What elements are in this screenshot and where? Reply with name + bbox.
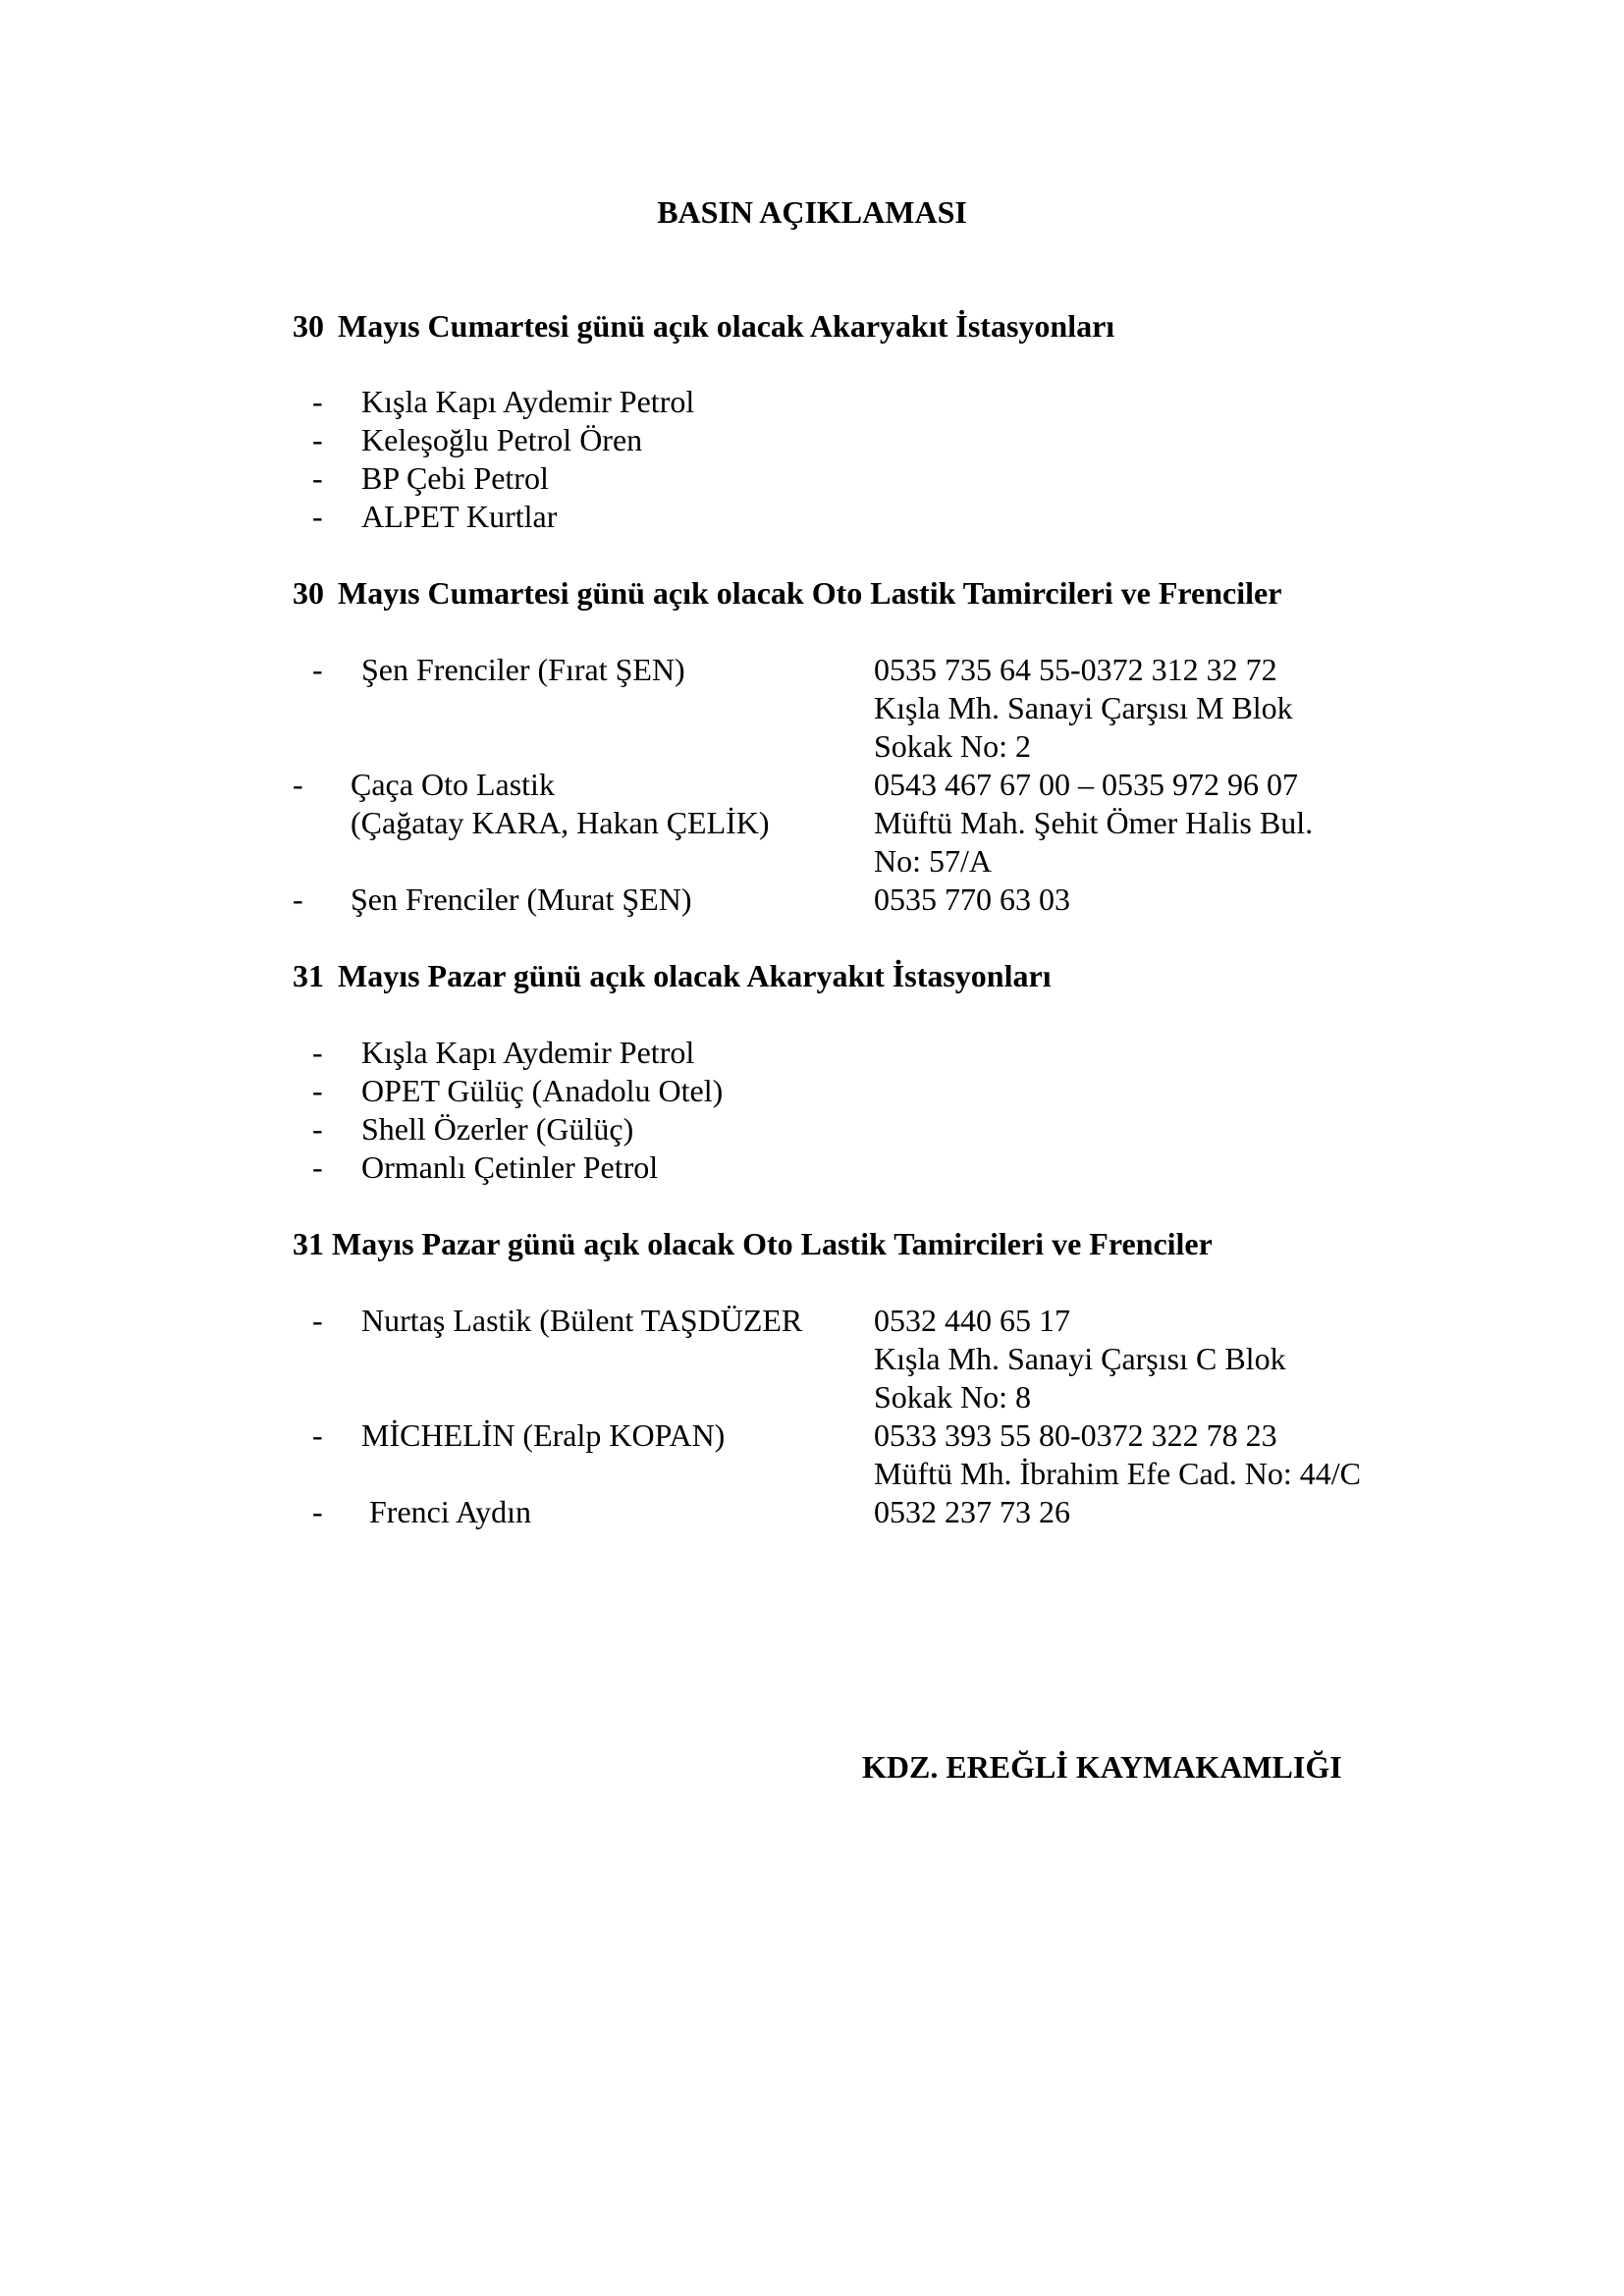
section-heading-saturday-fuel [293, 306, 1114, 346]
table-row [0, 841, 1624, 881]
shop-phone: 0533 393 55 80-0372 322 78 23 [874, 1417, 1277, 1453]
list-item [0, 382, 1624, 421]
station-name: OPET Gülüç (Anadolu Otel) [361, 1073, 724, 1108]
shop-address: Sokak No: 8 [874, 1379, 1031, 1415]
list-item [0, 1109, 1624, 1148]
table-row [0, 1301, 1624, 1340]
station-name: Ormanlı Çetinler Petrol [361, 1149, 659, 1185]
section-date-number: 30 [293, 308, 324, 344]
section-heading-text: Mayıs Pazar günü açık olacak Akaryakıt İstasyonları [338, 958, 1052, 993]
shop-phone: 0532 440 65 17 [874, 1303, 1070, 1338]
list-dash: - [312, 460, 323, 496]
list-dash: - [312, 652, 323, 687]
section-heading-sunday-tire: 31 Mayıs Pazar günü açık olacak Oto Lastik Tamircileri ve Frenciler [293, 1226, 1213, 1261]
table-row [0, 688, 1624, 727]
list-dash: - [312, 1303, 323, 1338]
shop-name: Frenci Aydın [369, 1494, 532, 1529]
shop-name: Şen Frenciler (Murat ŞEN) [351, 881, 692, 917]
list-dash: - [312, 384, 323, 419]
shop-name: Çaça Oto Lastik [351, 767, 555, 802]
list-dash: - [312, 1111, 323, 1147]
table-row [0, 1339, 1624, 1378]
list-dash: - [312, 1494, 323, 1529]
shop-phone: 0532 237 73 26 [874, 1494, 1070, 1529]
list-dash: - [293, 767, 303, 802]
station-name: Kışla Kapı Aydemir Petrol [361, 384, 695, 419]
shop-name: Nurtaş Lastik (Bülent TAŞDÜZER [361, 1303, 803, 1338]
shop-address: Müftü Mh. İbrahim Efe Cad. No: 44/C [874, 1456, 1361, 1491]
shop-phone: 0543 467 67 00 – 0535 972 96 07 [874, 767, 1298, 802]
document-title: BASIN AÇIKLAMASI [657, 194, 967, 230]
section-date-number: 30 [293, 575, 324, 611]
table-row [0, 880, 1624, 919]
list-item [0, 420, 1624, 459]
shop-address: No: 57/A [874, 843, 992, 879]
section-heading-saturday-tire [293, 573, 1281, 613]
list-item [0, 1071, 1624, 1110]
section-heading-text: Mayıs Cumartesi günü açık olacak Oto Lastik Tamircileri ve Frenciler [338, 575, 1282, 611]
list-dash: - [312, 1073, 323, 1108]
station-name: BP Çebi Petrol [361, 460, 549, 496]
list-item [0, 1033, 1624, 1072]
list-dash: - [312, 1417, 323, 1453]
table-row [0, 1492, 1624, 1531]
shop-address: Kışla Mh. Sanayi Çarşısı C Blok [874, 1341, 1286, 1376]
signature-authority: KDZ. EREĞLİ KAYMAKAMLIĞI [862, 1749, 1342, 1785]
table-row [0, 765, 1624, 804]
station-name: Kışla Kapı Aydemir Petrol [361, 1035, 695, 1070]
section-heading-sunday-fuel [293, 956, 1052, 995]
table-row [0, 1454, 1624, 1493]
shop-address: Müftü Mah. Şehit Ömer Halis Bul. [874, 805, 1314, 840]
section-heading-text: Mayıs Cumartesi günü açık olacak Akaryakıt İstasyonları [338, 308, 1115, 344]
shop-name: Şen Frenciler (Fırat ŞEN) [361, 652, 685, 687]
station-name: Keleşoğlu Petrol Ören [361, 422, 643, 457]
section-date-number: 31 [293, 958, 324, 993]
list-dash: - [312, 422, 323, 457]
list-dash: - [312, 499, 323, 534]
shop-address: Kışla Mh. Sanayi Çarşısı M Blok [874, 690, 1293, 725]
list-dash: - [293, 881, 303, 917]
shop-phone: 0535 735 64 55-0372 312 32 72 [874, 652, 1277, 687]
list-dash: - [312, 1149, 323, 1185]
list-item [0, 458, 1624, 498]
station-name: Shell Özerler (Gülüç) [361, 1111, 634, 1147]
shop-owners: (Çağatay KARA, Hakan ÇELİK) [351, 805, 770, 840]
station-name: ALPET Kurtlar [361, 499, 558, 534]
shop-name: MİCHELİN (Eralp KOPAN) [361, 1417, 726, 1453]
table-row [0, 803, 1624, 842]
table-row [0, 1415, 1624, 1455]
list-item [0, 497, 1624, 536]
table-row [0, 1377, 1624, 1416]
list-dash: - [312, 1035, 323, 1070]
table-row [0, 726, 1624, 766]
shop-phone: 0535 770 63 03 [874, 881, 1070, 917]
shop-address: Sokak No: 2 [874, 728, 1031, 764]
table-row [0, 650, 1624, 689]
list-item [0, 1148, 1624, 1187]
